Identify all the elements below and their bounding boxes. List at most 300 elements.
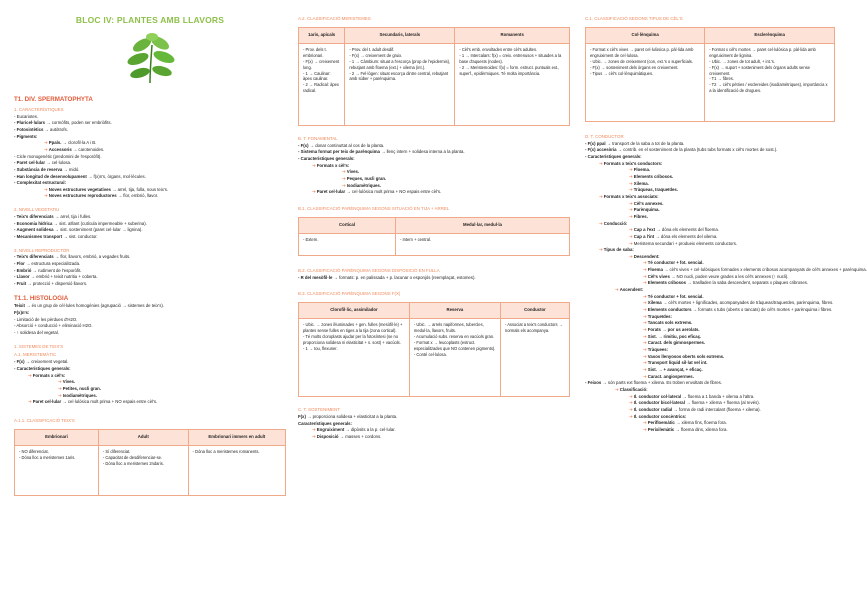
arrow-icon: ➔ <box>615 386 620 392</box>
term: Noves estructures vegetatives <box>48 186 111 192</box>
table-cell <box>455 43 570 125</box>
term: Cèl's annexes. <box>633 200 664 206</box>
cell-text: - Format x → leucoplasts (estruct. especialitzades que NO contenen pigments). <box>413 339 496 351</box>
text-line <box>585 380 835 387</box>
description: → cormòfits, poden ser embriòfits. <box>45 120 112 126</box>
term: Caract. angiospermes. <box>647 373 694 379</box>
term: Transport líquid sil·lat vel int. <box>647 360 708 366</box>
arrow-icon: ➔ <box>629 227 634 233</box>
arrow-icon: ➔ <box>44 146 49 152</box>
table-meristemes <box>298 27 570 126</box>
term: F(x) <box>298 413 306 419</box>
t11-title: T1.1. HISTOLOGIA <box>14 294 69 302</box>
section-heading: D. T. CONDUCTOR <box>585 133 624 139</box>
text-line <box>585 221 835 228</box>
arrow-icon: ➔ <box>643 373 648 379</box>
term: - Flor <box>14 261 25 267</box>
cell-text: - Dóna lloc a meristemes 1aris. <box>19 454 76 460</box>
text-line <box>585 167 835 174</box>
description: → són parts ext floema + xilema. Es troben envoltats de fibres. <box>601 380 722 386</box>
text-line <box>585 294 835 301</box>
text-line <box>585 354 835 361</box>
cell-text: - Dóna lloc a meristemes romanents. <box>192 448 260 454</box>
arrow-icon: ➔ <box>58 379 63 385</box>
arrow-icon: ➔ <box>643 327 648 333</box>
term: Tràqueas, traqueïdes. <box>633 187 678 193</box>
text-line <box>585 154 835 161</box>
arrow-icon: ➔ <box>599 220 604 226</box>
text-line <box>585 267 867 274</box>
term: Formats x cèl's: <box>32 372 66 378</box>
table-cell <box>299 43 345 125</box>
description: → contrib. en el sosteniment de la planta (tubs tubs formats x cèl's mortes de sost.). <box>616 147 778 153</box>
cell-text: - Intern + central. <box>399 236 432 242</box>
text-line <box>14 180 286 187</box>
text-line <box>585 394 835 401</box>
arrow-icon: ➔ <box>643 420 648 426</box>
term: Classificació: <box>619 386 648 392</box>
text-line <box>14 167 286 174</box>
text-line <box>585 300 835 307</box>
data-table <box>298 217 570 256</box>
term: Floema. <box>633 167 651 173</box>
section-body <box>585 140 867 434</box>
description: → cel·lulosa. <box>45 160 72 166</box>
cell-text: - 2 → Radical: àpex radical. <box>303 82 339 94</box>
arrow-icon: ➔ <box>629 207 634 213</box>
table-row <box>299 319 570 397</box>
description: → sist. sosteniment (paret cel·lular → lignina). <box>53 227 143 233</box>
column-middle <box>298 0 570 600</box>
table-cell <box>345 43 455 125</box>
section-body <box>14 254 286 287</box>
text-line <box>585 260 835 267</box>
arrow-icon: ➔ <box>643 313 648 319</box>
arrow-icon: ➔ <box>599 247 604 253</box>
term: Elements cribosos. <box>633 173 674 179</box>
table-header: Embrionari <box>15 429 99 445</box>
term: - Augment solidesa <box>14 227 54 233</box>
cell-text: - Ubic. → zones de creixement (con, ext.'s o superficials. <box>590 58 693 64</box>
description: → és un grup de cèl·lules homogènies (agrupació → sistemes de teix's). <box>24 303 165 309</box>
term: - Han longitud de desenvolupament <box>14 173 87 179</box>
arrow-icon: ➔ <box>629 180 634 186</box>
description: → formats x tubs (oberts o tancats) de cèl's mortes + parènquima i fibres. <box>691 307 833 313</box>
term: - Sistema format per teix de parènquima <box>298 149 380 155</box>
data-table <box>298 302 570 397</box>
description: → proporciona solidesa + elasticitat a la planta. <box>305 413 398 419</box>
arrow-icon: ➔ <box>629 233 634 239</box>
description: → dóna els elements del floema. <box>655 227 719 233</box>
text-line <box>585 187 835 194</box>
description: → dóna els elements del xilema. <box>654 233 718 239</box>
term: - Llavor <box>14 274 30 280</box>
section-body <box>14 359 286 406</box>
text-line <box>14 187 286 194</box>
arrow-icon: ➔ <box>643 273 648 279</box>
table-header: Secundaris, laterals <box>345 27 455 43</box>
text-line <box>585 420 835 427</box>
cell-text: - Format x cèl's mortes → paret cel·lulòsica p. pàl·lida amb engruiximent de lignina. <box>709 46 816 58</box>
page-title: BLOC IV: PLANTES AMB LLAVORS <box>75 15 225 25</box>
text-line <box>14 373 286 380</box>
term: Petites, nucli gran. <box>62 385 102 391</box>
arrow-icon: ➔ <box>615 287 620 293</box>
text-line: - Cicle monogenètic (predomini de l'esporòfit). <box>14 153 102 159</box>
text-line <box>14 399 286 406</box>
cell-text: - Té molts cloroplasts ajudar per la fotosíntesi (se no proporciona solidesa ni elasticitat + s. sost) + vacúols. <box>303 333 401 345</box>
cell-text: - Prov. del t. adult desdif. <box>349 46 395 52</box>
arrow-icon: ➔ <box>629 400 634 406</box>
term: Formats x teix's associats: <box>603 193 659 199</box>
cell-text: - Conté cel·lulosa. <box>413 351 447 357</box>
text-line <box>14 254 286 261</box>
table-header: Embrionari immers en adult <box>188 429 285 445</box>
text-line <box>14 261 286 268</box>
table-parenquima-tija <box>298 217 570 256</box>
arrow-icon: ➔ <box>44 140 49 146</box>
arrow-icon: ➔ <box>312 433 317 439</box>
t1-title: T1. DIV. SPERMATOPHYTA <box>14 96 93 104</box>
description: → NO nucli, poden veure grades a les cèl's annexes (↑ nucli). <box>669 273 789 279</box>
term: Il. conductor radial <box>633 406 673 412</box>
text-line <box>14 234 286 241</box>
term: - Característiques generals: <box>585 153 642 159</box>
arrow-icon: ➔ <box>629 187 634 193</box>
cell-text: - T2 → cèl's pètries / esclereides (isodiamètriques), importància x a la identificació de drogues. <box>709 82 828 94</box>
text-line <box>585 227 835 234</box>
cell-text: - 1 → Caulinar: àpex caulinar. <box>303 70 331 82</box>
term: - Mecanismes transport <box>14 233 63 239</box>
term: Noves estructures reproductores <box>48 193 117 199</box>
arrow-icon: ➔ <box>629 167 634 173</box>
term: Peques, nucli gran. <box>346 175 387 181</box>
column-left <box>14 0 286 600</box>
description: → midó. <box>62 166 80 172</box>
section-heading: 3. NIVELL REPRODUCTOR <box>14 247 70 253</box>
arrow-icon: ➔ <box>643 360 648 366</box>
text-line <box>298 156 570 163</box>
table-cell <box>586 43 705 121</box>
term: Parènquima. <box>633 207 660 213</box>
text-line <box>585 214 835 221</box>
arrow-icon: ➔ <box>312 427 317 433</box>
cell-text: - Ubic. → zones de tot adult, + int.'s. <box>709 58 775 64</box>
arrow-icon: ➔ <box>629 393 634 399</box>
table-header: 1aris, apicals <box>299 27 345 43</box>
description: → dipòsits a la p. cel·lular. <box>344 427 396 433</box>
table-cell <box>15 445 99 495</box>
section-heading: B. T. FONAMENTAL <box>298 135 338 141</box>
term: Xilema <box>647 300 662 306</box>
arrow-icon: ➔ <box>643 267 648 273</box>
arrow-icon: ➔ <box>643 307 648 313</box>
text-line: - Eucariotes. <box>14 113 39 119</box>
text-line <box>298 169 570 176</box>
description: → formats: p. en palissada + p. lacunar o esponjós (reemplaçat, estomes). <box>332 274 476 280</box>
term: Formats x teix's conductors: <box>603 160 663 166</box>
arrow-icon: ➔ <box>643 280 648 286</box>
arrow-icon: ➔ <box>58 385 63 391</box>
description: → embrió + teixit nutritiu + coberta. <box>29 274 98 280</box>
cell-text: - 2 → Meristemoides: f(x) = form. estruct. puntuals ext., superf., epidèrmiques. Té molta importància. <box>459 64 560 76</box>
text-line <box>585 274 835 281</box>
description: → donar continuïtat al cos de la planta. <box>308 142 385 148</box>
arrow-icon: ➔ <box>629 200 634 206</box>
text-line <box>585 414 835 421</box>
description: → traslladen la saba descendent, separats x plaques cribroses. <box>686 280 809 286</box>
cell-text: - Format x cèl's vives → paret cel·lulòsica p. pàl·lida amb engruiximent de cel·lulosa. <box>590 46 694 58</box>
text-line <box>14 281 286 288</box>
table-sosteniment <box>585 27 835 122</box>
section-body <box>14 214 286 241</box>
text-line <box>14 379 286 386</box>
section-body <box>298 414 570 441</box>
term: Tancats sols extrems. <box>647 320 693 326</box>
text-line <box>14 310 286 317</box>
section-body <box>298 143 570 196</box>
text-line <box>14 227 286 234</box>
text-line <box>298 427 570 434</box>
cell-text: - Ubic. → arrels napiformes, tubercles, medul·la, llavors, fruits. <box>413 322 484 333</box>
data-table <box>298 27 570 126</box>
description: → autòtrofs. <box>43 126 68 132</box>
term: F(x)n's: <box>14 309 30 315</box>
term: Forats → por us aerolats. <box>647 327 700 333</box>
text-line <box>14 303 286 310</box>
text-line <box>585 181 835 188</box>
term: Vives. <box>346 169 360 175</box>
arrow-icon: ➔ <box>342 182 347 188</box>
description: → cèl's vives + cel·lulòsiques formades x elements cribosos acompanyats de cèl's annexes + parènquima. <box>662 267 867 273</box>
term: - Paret cel·lular <box>14 160 46 166</box>
text-line: - ↑ solidesa del vegetal. <box>14 329 59 335</box>
section-heading: 1. SISTEMES DE TEIX'S <box>14 343 64 349</box>
text-line <box>585 327 835 334</box>
term: Té conductor + fot. sencial. <box>647 293 704 299</box>
term: - R del mesòfil·le <box>298 274 333 280</box>
description: → protecció + dispersió llavors. <box>26 281 88 287</box>
arrow-icon: ➔ <box>643 340 648 346</box>
term: Traqueïdes: <box>647 313 672 319</box>
term: Elements conductors <box>647 307 692 313</box>
term: Accessoris <box>48 146 72 152</box>
section-heading: B.3. CLASSIFICACIÓ PARÈNQUIMA SEGONS F(X) <box>298 291 401 297</box>
text-line <box>298 414 570 421</box>
term: Cèl's vives <box>647 273 670 279</box>
text-line <box>14 160 286 167</box>
text-line <box>14 214 286 221</box>
text-line <box>585 280 835 287</box>
term: - Complexitat estructural: <box>14 180 67 186</box>
description: → cel·lulòsica molt prima + NO espais entre cèl's. <box>345 189 442 195</box>
arrow-icon: ➔ <box>643 300 648 306</box>
table-cell <box>299 233 396 255</box>
term: Perixilemàtic <box>647 426 675 432</box>
term: - Fotosintètics <box>14 126 44 132</box>
term: Vasos llenyosos oberts sols extrems. <box>647 353 725 359</box>
cell-text: - 1 → tou, flexuner. <box>303 345 338 351</box>
data-table <box>585 27 835 122</box>
term: - Teix's diferenciats <box>14 213 54 219</box>
text-line <box>585 254 835 261</box>
section-heading: B.2. CLASSIFICACIÓ PARÈNQUIMA SEGONS DISPOSICIÓ EN FULLA <box>298 267 440 273</box>
term: Tipus de saba: <box>603 247 634 253</box>
text-line <box>585 174 835 181</box>
section-body <box>14 114 286 201</box>
text-line <box>585 367 835 374</box>
description: → masses + cordons. <box>338 433 382 439</box>
arrow-icon: ➔ <box>643 333 648 339</box>
table-row <box>15 445 286 495</box>
term: Il. conductor concèntrics: <box>633 413 687 419</box>
data-table <box>14 429 286 496</box>
text-line <box>14 393 286 400</box>
cell-text: - F(x) → suport + sosteniment dels òrgans adults sense creixement. <box>709 64 810 76</box>
text-line <box>585 360 835 367</box>
section-body <box>14 303 286 336</box>
arrow-icon: ➔ <box>342 169 347 175</box>
arrow-icon: ➔ <box>643 320 648 326</box>
term: - F(x) <box>14 359 25 365</box>
arrow-icon: ➔ <box>44 193 49 199</box>
text-line <box>585 247 835 254</box>
text-line <box>14 386 286 393</box>
arrow-icon: ➔ <box>599 160 604 166</box>
text-line <box>585 147 835 154</box>
text-line <box>14 140 286 147</box>
term: Sist. → rimitiu, poc eficaç. <box>647 333 702 339</box>
term: Té conductor + fot. sencial. <box>647 260 704 266</box>
cell-text: - T1 → fibres. <box>709 76 734 82</box>
arrow-icon: ➔ <box>312 189 317 195</box>
term: - Característiques generals: <box>298 155 355 161</box>
table-row <box>299 43 570 125</box>
term: Il. conductor bicol·lateral <box>633 400 685 406</box>
arrow-icon: ➔ <box>28 372 33 378</box>
description: → flor, embrió, llavor. <box>116 193 159 199</box>
cell-text: - 2 → Fel·lògen: situat escorça dintre central, rebutjant amb súber + parènquima. <box>349 70 449 82</box>
leaf-illustration <box>120 31 180 87</box>
table-row <box>586 43 835 121</box>
text-line <box>585 427 835 434</box>
arrow-icon: ➔ <box>58 392 63 398</box>
table-header: Reserva <box>409 303 500 319</box>
arrow-icon: ➔ <box>28 399 33 405</box>
term: Cap a l'ext <box>633 227 656 233</box>
cell-text: - F(x) → sosteniment dels òrgans en creixement. <box>590 64 679 70</box>
term: Vives. <box>62 379 76 385</box>
arrow-icon: ➔ <box>643 353 648 359</box>
cell-text: - 1 → Intercalars: f(x) = creix. entrenusos + situades a la base d'aquests (nodes). <box>459 52 562 64</box>
section-heading: A.1. MERISTEMÀTIC <box>14 352 57 358</box>
table-parenquima-fx <box>298 302 570 397</box>
text-line <box>585 400 835 407</box>
description: → carotenoides. <box>71 146 105 152</box>
term: Elements cribosos <box>647 280 687 286</box>
text-line <box>298 421 570 428</box>
description: → forma de radi intercalant (floema + xilema). <box>672 406 761 412</box>
arrow-icon: ➔ <box>643 426 648 432</box>
arrow-icon: ➔ <box>643 293 648 299</box>
text-line <box>298 183 570 190</box>
description: → flor, llavors, embrió, a vegades fruits. <box>53 254 131 260</box>
term: - Pigments: <box>14 133 38 139</box>
text-line <box>298 176 570 183</box>
table-embrionari <box>14 429 286 496</box>
term: Perifloemàtic <box>647 420 675 426</box>
text-line <box>585 241 835 248</box>
table-cell <box>188 445 285 495</box>
term: Xilema. <box>633 180 649 186</box>
text-line <box>14 120 286 127</box>
cell-text: - Sí diferenciat. <box>102 448 131 454</box>
term: Isodiamètriques. <box>346 182 381 188</box>
table-cell <box>98 445 188 495</box>
term: Conducció: <box>603 220 628 226</box>
text-line <box>14 366 286 373</box>
cell-text: - F(x) → creixement de gruix. <box>349 52 403 58</box>
description: → sist. conductor. <box>62 233 98 239</box>
arrow-icon: ➔ <box>599 193 604 199</box>
table-cell <box>705 43 835 121</box>
term: Formats x cèl's: <box>316 162 350 168</box>
description: → sist. aïllant (cutícula impermeable + suberina). <box>52 220 147 226</box>
description: → cel·lulòsica molt prima + NO espais entre cèl's. <box>61 399 158 405</box>
text-line <box>585 340 835 347</box>
cell-text: - Extern. <box>303 236 319 242</box>
term: Engruiximent <box>316 427 345 433</box>
text-line <box>585 201 835 208</box>
table-header: Romanents <box>455 27 570 43</box>
arrow-icon: ➔ <box>312 162 317 168</box>
description: → floema dins, xilema fora. <box>674 426 728 432</box>
term: - Substància de reserva <box>14 166 63 172</box>
table-header: Conductor <box>500 303 569 319</box>
text-line: - Limitació de les pèrdues d'H2O. <box>14 316 78 322</box>
term: - Feixos <box>585 380 602 386</box>
text-line <box>585 194 835 201</box>
term: Fibres. <box>633 213 648 219</box>
description: → arrel, tija, fulla, nous teix's. <box>110 186 169 192</box>
text-line <box>585 141 835 148</box>
arrow-icon: ➔ <box>629 240 634 246</box>
table-header: Esclerènquima <box>705 27 835 43</box>
table-header: Clorofil·lic, assimilador <box>299 303 410 319</box>
description: → floema a 1 banda + xilema a l'altra. <box>681 393 755 399</box>
text-line <box>585 374 835 381</box>
term: - Característiques generals: <box>14 365 71 371</box>
term: - Teix's diferenciats <box>14 254 54 260</box>
text-line <box>585 387 835 394</box>
arrow-icon: ➔ <box>629 406 634 412</box>
text-line <box>585 207 835 214</box>
term: Teixit <box>14 303 25 309</box>
term: Paret cel·lular <box>32 399 62 405</box>
description: → clorofil·la A i B. <box>61 140 97 146</box>
term: Característiques generals: <box>298 420 352 426</box>
text-line <box>298 189 570 196</box>
description: Meristema secundari + produeix elements conductors. <box>633 240 738 246</box>
term: - Economia hídrica <box>14 220 53 226</box>
description: → cèl's mortes + lignificades, acompanyades de tràqueas/traqueïdes, parènquima, fibres. <box>661 300 834 306</box>
term: - Embrió <box>14 267 32 273</box>
text-line <box>14 147 286 154</box>
text-line <box>14 174 286 181</box>
cell-text: - Dóna lloc a meristemes 2ndaris. <box>102 460 164 466</box>
description: → llenç intern + solidesa interna a la planta. <box>379 149 465 155</box>
term: Tràquees: <box>647 347 669 352</box>
